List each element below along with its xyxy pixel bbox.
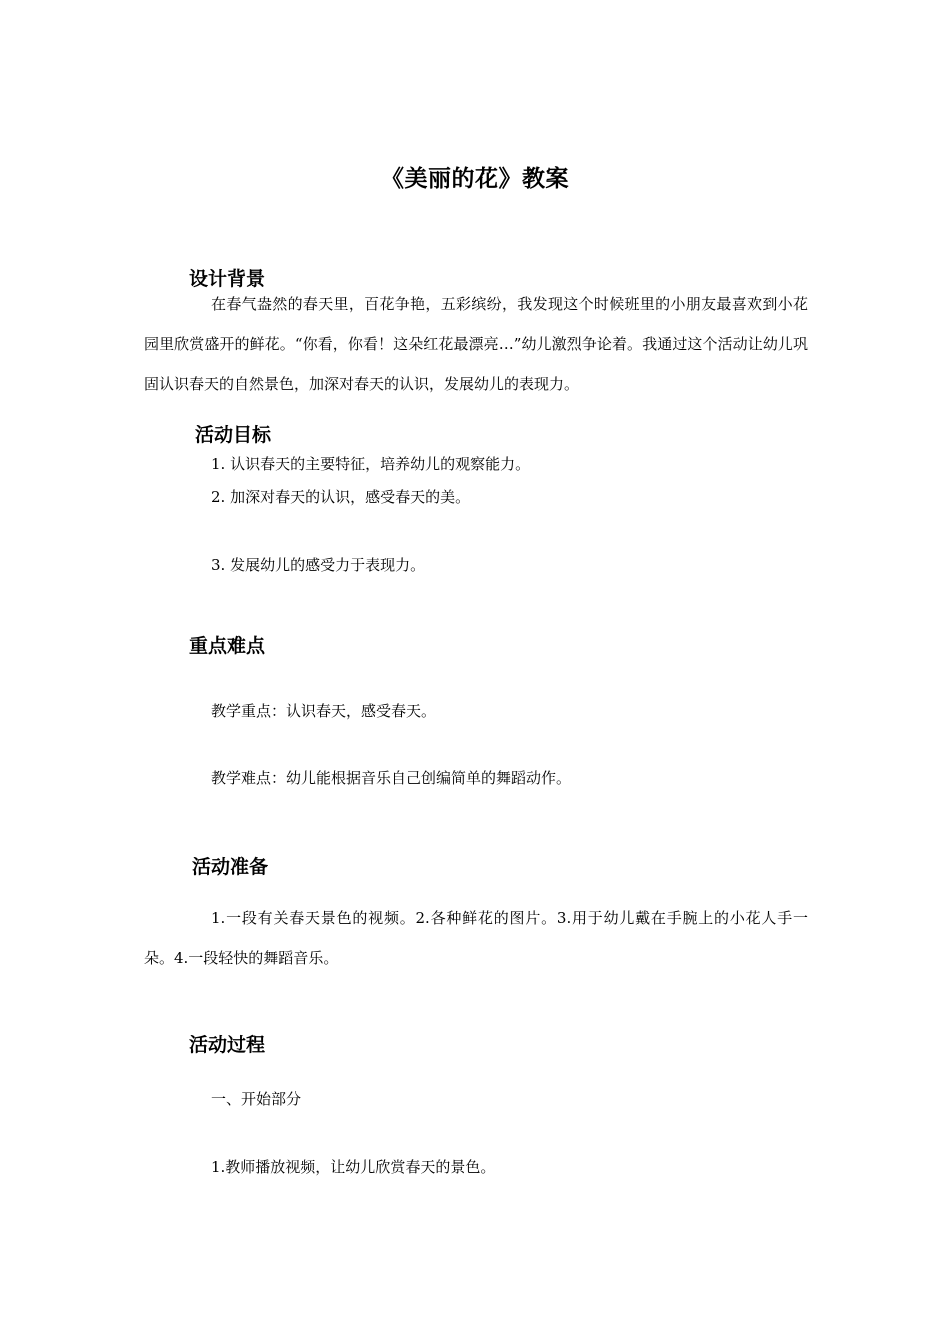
goal-item-3: 3. 发展幼儿的感受力于表现力。 [211,556,426,574]
heading-background: 设计背景 [189,268,266,290]
heading-key-points: 重点难点 [189,635,266,657]
process-part-one: 一、开始部分 [211,1090,302,1108]
heading-goals: 活动目标 [195,424,272,446]
background-paragraph: 在春气盎然的春天里，百花争艳，五彩缤纷，我发现这个时候班里的小朋友最喜欢到小花园里欣赏盛开的鲜花。“你看，你看！这朵红花最漂亮…”幼儿激烈争论着。我通过这个活动让幼儿巩固认识春天的自然景色，加深对春天的认识，发展幼儿的表现力。 [144,295,808,393]
document-title: 《美丽的花》教案 [381,166,569,192]
heading-process: 活动过程 [189,1034,266,1056]
teaching-focus: 教学重点：认识春天，感受春天。 [211,702,437,720]
goal-item-2: 2. 加深对春天的认识，感受春天的美。 [211,488,471,506]
goal-item-1: 1. 认识春天的主要特征，培养幼儿的观察能力。 [211,455,531,473]
preparation-paragraph: 1.一段有关春天景色的视频。2.各种鲜花的图片。3.用于幼儿戴在手腕上的小花人手一朵。4.一段轻快的舞蹈音乐。 [144,909,808,967]
process-step-one: 1.教师播放视频，让幼儿欣赏春天的景色。 [211,1158,496,1176]
heading-preparation: 活动准备 [192,856,269,878]
teaching-difficulty: 教学难点：幼儿能根据音乐自己创编简单的舞蹈动作。 [211,769,572,787]
